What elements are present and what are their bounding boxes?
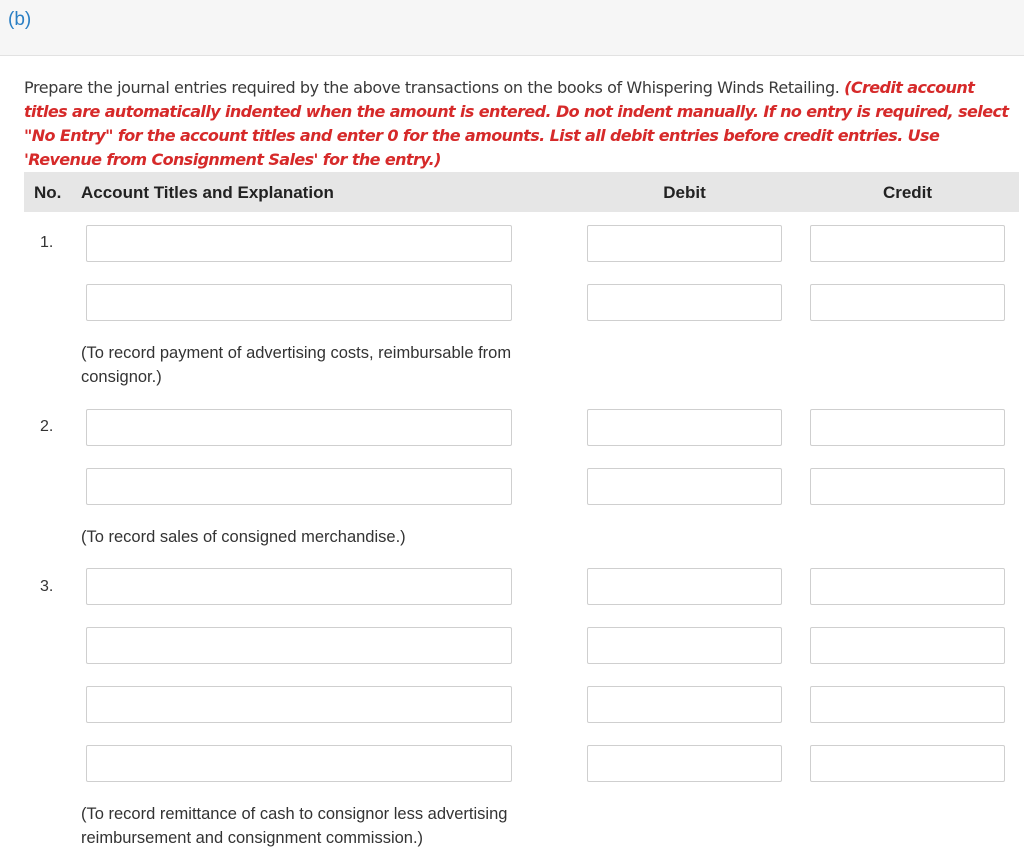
debit-input-2-1[interactable] [587,409,782,446]
account-title-input-3-2[interactable] [86,627,512,664]
credit-input-2-2[interactable] [810,468,1005,505]
account-title-input-2-1[interactable] [86,409,512,446]
debit-input-1-2[interactable] [587,284,782,321]
account-title-input-3-3[interactable] [86,686,512,723]
account-title-input-3-4[interactable] [86,745,512,782]
entry-number-1: 1. [40,234,54,251]
debit-input-1-1[interactable] [587,225,782,262]
entry-explanation-3: (To record remittance of cash to consignor less advertising reimbursement and consignment commission.) [81,805,508,847]
credit-input-1-2[interactable] [810,284,1005,321]
entry-explanation-1: (To record payment of advertising costs, reimbursable from consignor.) [81,344,512,386]
debit-input-3-2[interactable] [587,627,782,664]
instructions [24,76,1009,172]
instructions-note: (Credit account titles are automatically indented when the amount is entered. Do not indent manually. If no entry is required, select "No Entry" for the account titles and enter 0 for the amounts. List all debit entries before credit entries. Use 'Revenue from Consignment Sales' for the entry.) [24,78,1009,169]
header-no: No. [34,183,62,202]
part-label: (b) [8,9,32,30]
account-title-input-3-1[interactable] [86,568,512,605]
credit-input-2-1[interactable] [810,409,1005,446]
debit-input-2-2[interactable] [587,468,782,505]
credit-input-3-2[interactable] [810,627,1005,664]
debit-input-3-1[interactable] [587,568,782,605]
account-title-input-1-2[interactable] [86,284,512,321]
part-header [0,0,1024,56]
debit-input-3-3[interactable] [587,686,782,723]
credit-input-3-3[interactable] [810,686,1005,723]
account-title-input-2-2[interactable] [86,468,512,505]
entry-number-2: 2. [40,418,54,435]
credit-input-3-1[interactable] [810,568,1005,605]
table-header [24,172,1019,212]
entry-explanation-2: (To record sales of consigned merchandise.) [81,528,406,546]
instructions-main: Prepare the journal entries required by the above transactions on the books of Whispering Winds Retailing. [24,78,845,97]
header-account-titles: Account Titles and Explanation [81,183,334,202]
entry-number-3: 3. [40,578,54,595]
header-credit: Credit [882,183,933,202]
header-debit: Debit [663,183,706,202]
account-title-input-1-1[interactable] [86,225,512,262]
credit-input-3-4[interactable] [810,745,1005,782]
credit-input-1-1[interactable] [810,225,1005,262]
debit-input-3-4[interactable] [587,745,782,782]
